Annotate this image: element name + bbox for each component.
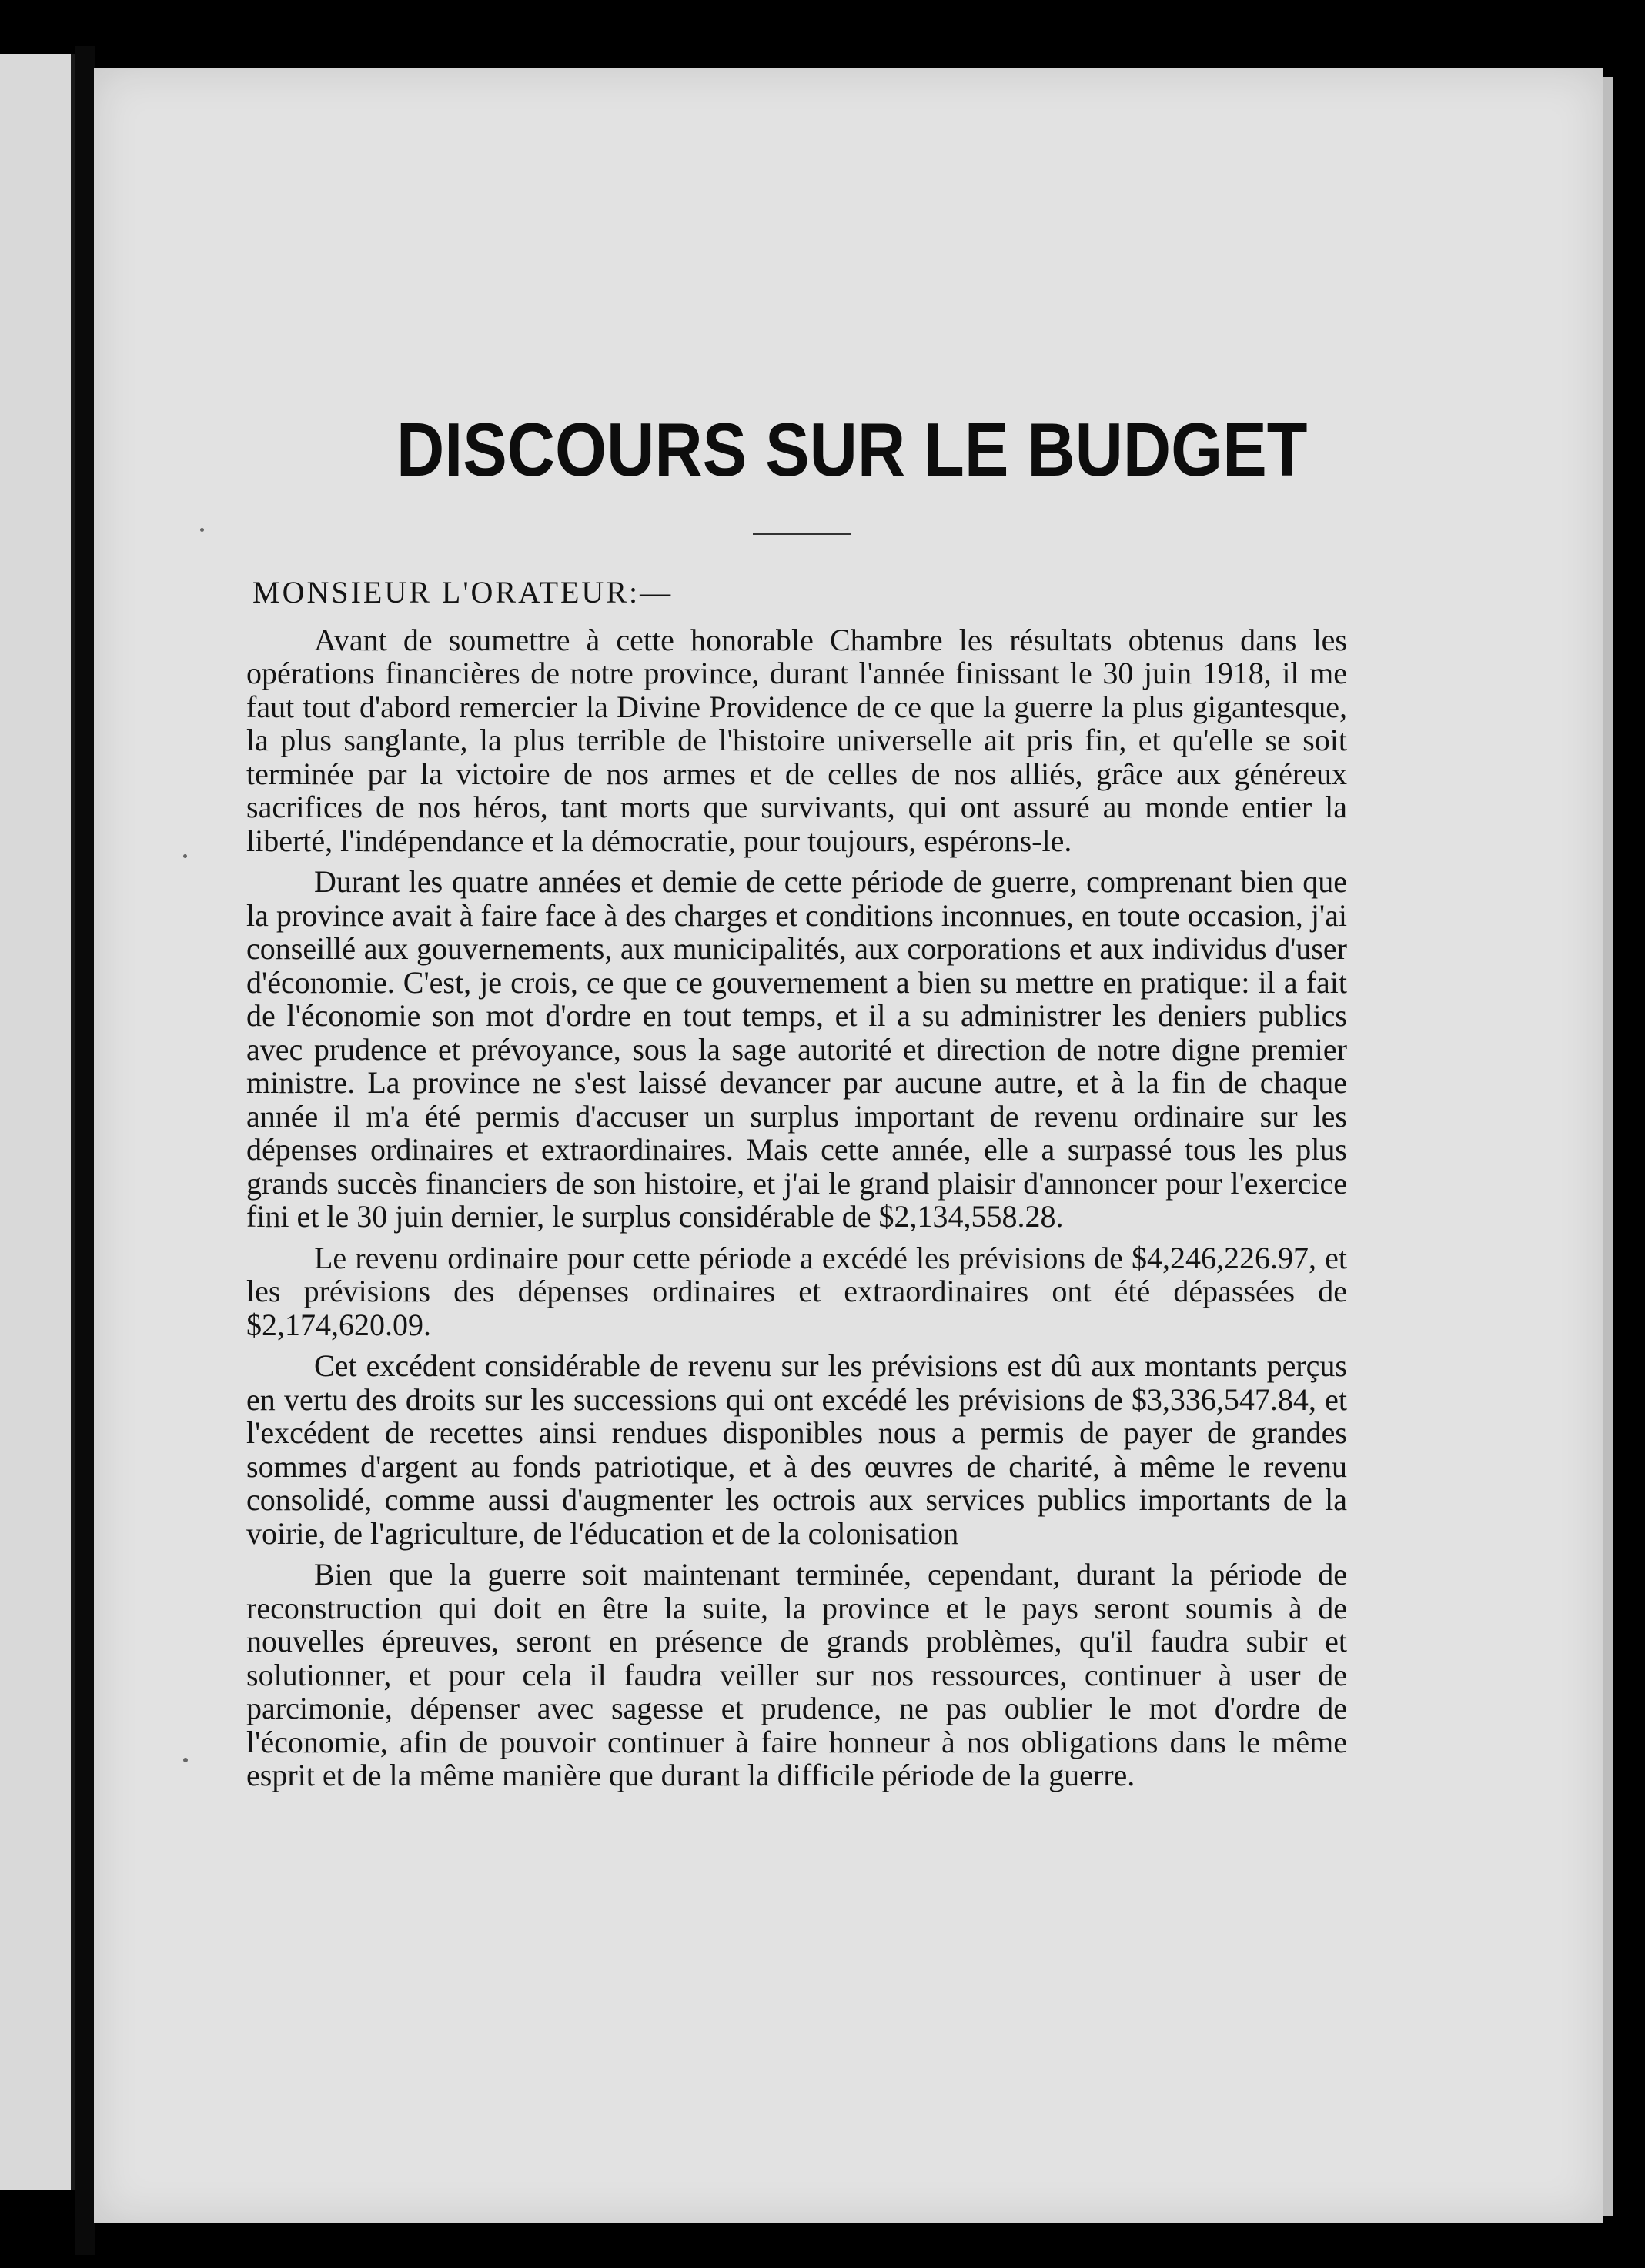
document-title: DISCOURS SUR LE BUDGET [396,407,1308,492]
paragraph-2: Durant les quatre années et demie de cette période de guerre, comprenant bien que la province avait à faire face à des charges et conditions inconnues, en toute occasion, j'ai conseillé aux gouvernements, aux municipalités, aux corporations et aux individus d'user d'économie. C'est, je crois, ce que ce gouvernement a bien su mettre en pratique: il a fait de l'économie son mot d'ordre en tout temps, et il a su administrer les deniers publics avec prudence et prévoyance, sous la sage autorité et direction de notre digne premier ministre. La province ne s'est laissé devancer par aucune autre, et à la fin de chaque année il m'a été permis d'accuser un surplus important de revenu ordinaire sur les dépenses ordinaires et extraordinaires. Mais cette année, elle a surpassé tous les plus grands succès financiers de son histoire, et j'ai le grand plaisir d'annoncer pour l'exercice fini et le 30 juin dernier, le surplus considérable de $2,134,558.28. [246,864,1347,1234]
scan-speck [183,854,187,858]
paragraph-4: Cet excédent considérable de revenu sur les prévisions est dû aux montants perçus en vertu des droits sur les successions qui ont excédé les prévisions de $3,336,547.84, et l'excédent de recettes ainsi rendues disponibles nous a permis de payer de grandes sommes d'argent au fonds patriotique, et à des œuvres de charité, à même le revenu consolidé, comme aussi d'augmenter les octrois aux services publics importants de la voirie, de l'agriculture, de l'éducation et de la colonisation [246,1348,1347,1551]
salutation: MONSIEUR L'ORATEUR:— [252,575,674,610]
book-spine-gap [75,46,95,2255]
document-page [94,68,1603,2223]
scan-speck [200,528,204,532]
document-body [246,576,1347,1800]
paragraph-3: Le revenu ordinaire pour cette période a excédé les prévisions de $4,246,226.97, et les prévisions des dépenses ordinaires et extraordinaires ont été dépassées de $2,174,620.09. [246,1240,1347,1342]
facing-page-edge [0,54,75,2190]
paragraph-5: Bien que la guerre soit maintenant terminée, cependant, durant la période de reconstruction qui doit en être la suite, la province et le pays seront soumis à de nouvelles épreuves, seront en présence de grands problèmes, qu'il faudra subir et solutionner, et pour cela il faudra veiller sur nos ressources, continuer à user de parcimonie, dépenser avec sagesse et prudence, ne pas oublier le mot d'ordre de l'économie, afin de pouvoir continuer à faire honneur à nos obligations dans le même esprit et de la même manière que durant la difficile période de la guerre. [246,1557,1347,1792]
title-divider [753,533,851,535]
paragraph-1: Avant de soumettre à cette honorable Chambre les résultats obtenus dans les opérations financières de notre province, durant l'année finissant le 30 juin 1918, il me faut tout d'abord remercier la Divine Providence de ce que la guerre la plus gigantesque, la plus sanglante, la plus terrible de l'histoire universelle ait pris fin, et qu'elle se soit terminée par la victoire de nos armes et de celles de nos alliés, grâce aux généreux sacrifices de nos héros, tant morts que survivants, qui ont assuré au monde entier la liberté, l'indépendance et la démocratie, pour toujours, espérons-le. [246,622,1347,858]
scan-speck [183,1758,188,1762]
page-right-edge [1603,77,1613,2216]
